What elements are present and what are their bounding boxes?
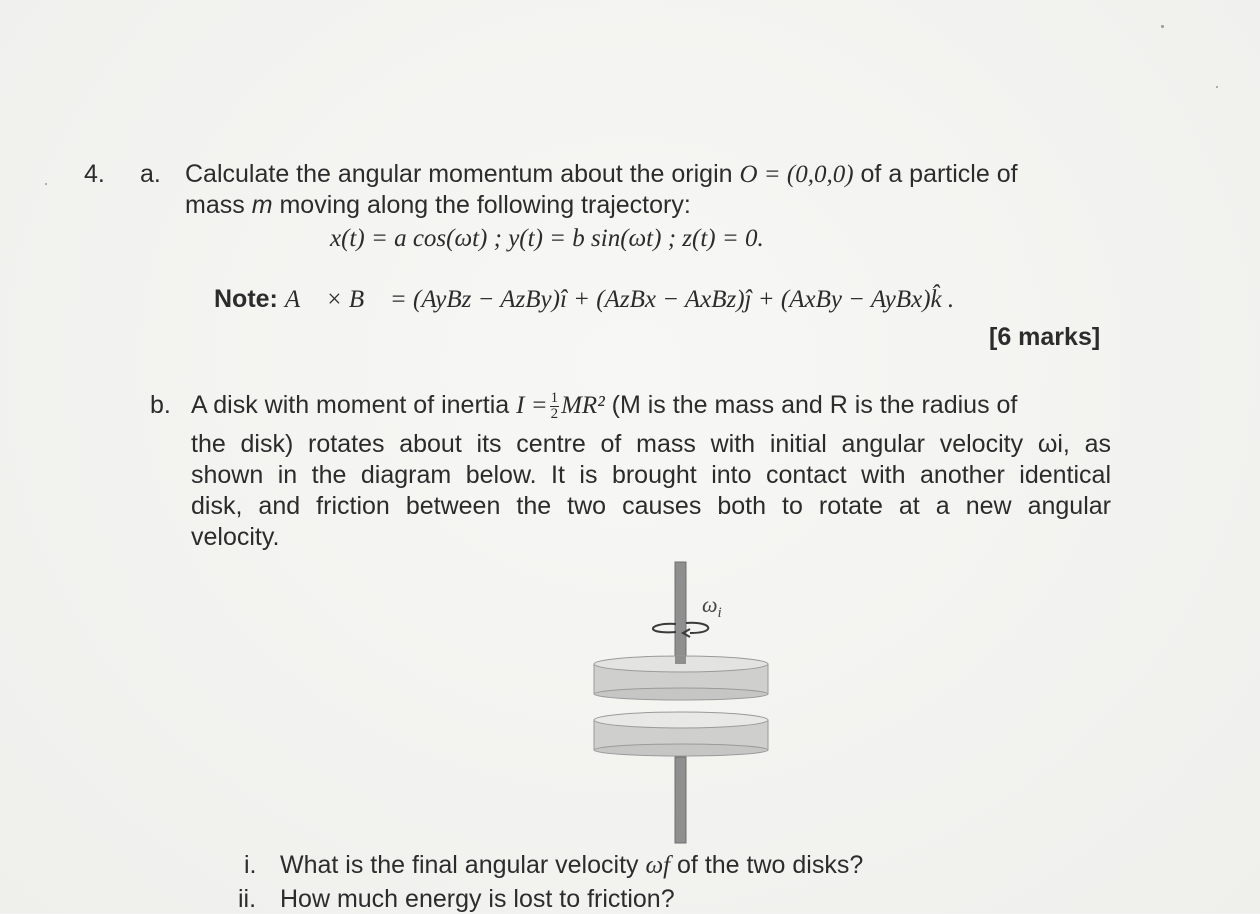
cross-product-formula: A⃗ × B⃗ = (AyBz − AzBy)î + (AzBx − AxBz)ĵ + (AxBy − AyBx)k̂ . [284, 286, 955, 313]
diagram-omega: ω [702, 592, 718, 617]
part-a-label: a. [140, 160, 161, 188]
part-a-marks: [6 marks] [989, 323, 1101, 351]
part-a-line1-end: of a particle of [860, 160, 1018, 188]
bottom-disk [594, 712, 768, 756]
sub-question-i-label: i. [244, 851, 257, 879]
note-label: Note: [214, 285, 278, 313]
top-axle [675, 562, 686, 663]
part-b-line2: the disk) rotates about its centre of mass with initial angular velocity ωi, as [191, 430, 1111, 458]
part-b-line3: shown in the diagram below. It is brought into contact with another identical [191, 461, 1111, 489]
sub-question-ii: How much energy is lost to friction? [280, 885, 675, 913]
mass-symbol: m [251, 191, 273, 219]
frac-denominator: 2 [550, 405, 559, 422]
part-a-line1-text: Calculate the angular momentum about the origin [185, 160, 733, 188]
trajectory-equation: x(t) = a cos(ωt) ; y(t) = b sin(ωt) ; z(t) = 0. [330, 225, 764, 252]
part-a-line2-end: moving along the following trajectory: [279, 191, 691, 219]
bottom-axle [675, 757, 686, 843]
part-a-line2-start: mass [185, 191, 245, 219]
frac-numerator: 1 [550, 389, 559, 406]
top-disk [594, 656, 768, 700]
part-b-line1-start: A disk with moment of inertia [191, 391, 510, 419]
sub-question-ii-label: ii. [238, 885, 257, 913]
sub-question-i [280, 850, 863, 881]
diagram-omega-label [702, 592, 722, 621]
question-number: 4. [84, 160, 105, 188]
diagram-omega-sub: i [717, 605, 722, 621]
origin-equation: O = (0,0,0) [739, 161, 854, 188]
part-b-line4: disk, and friction between the two causes both to rotate at a new angular [191, 492, 1111, 520]
part-b-line1-paren: (M is the mass and R is the radius of [611, 391, 1018, 419]
part-b-label: b. [150, 391, 171, 419]
part-b-line5: velocity. [191, 523, 280, 551]
inertia-rhs: MR² [561, 392, 605, 419]
inertia-lhs: I = [516, 392, 548, 419]
sub-question-i-start: What is the final angular velocity [280, 851, 639, 879]
sub-question-i-end: of the two disks? [677, 851, 864, 879]
final-omega: ωf [645, 852, 671, 879]
